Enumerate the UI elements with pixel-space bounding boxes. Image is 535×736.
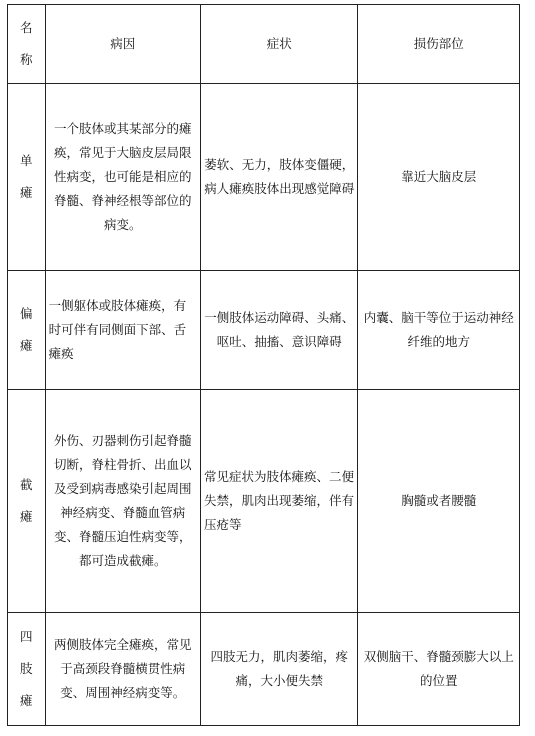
row-name: [8, 271, 46, 390]
row-symptom: 萎软、无力，肢体变僵硬，病人瘫痪肢体出现感觉障碍: [201, 84, 358, 271]
row-name: [8, 390, 46, 613]
row-cause: 两侧肢体完全瘫痪，常见于高颈段脊髓横贯性病变、周围神经病变等。: [45, 613, 200, 726]
row-name-char: 偏: [20, 306, 33, 321]
row-cause: 外伤、刃器刺伤引起脊髓切断，脊柱骨折、出血以及受到病毒感染引起周围神经病变、脊髓血管病变、脊髓压迫性病变等，都可造成截瘫。: [45, 390, 200, 613]
paralysis-table: [7, 4, 520, 726]
header-name: [8, 5, 46, 84]
row-symptom: 常见症状为肢体瘫痪、二便失禁，肌肉出现萎缩，伴有压疮等: [201, 390, 358, 613]
row-name-char: 肢: [20, 661, 33, 676]
row-name-char: 瘫: [20, 338, 33, 353]
row-location: 胸髓或者腰髓: [358, 390, 520, 613]
row-name: [8, 84, 46, 271]
header-symptom: 症状: [201, 5, 358, 84]
row-name-char: 截: [20, 477, 33, 492]
row-cause: 一侧躯体或肢体瘫痪，有时可伴有同侧面下部、舌瘫痪: [45, 271, 200, 390]
row-name-char: 单: [20, 153, 33, 168]
table-row: [8, 390, 520, 613]
row-location: 内囊、脑干等位于运动神经纤维的地方: [358, 271, 520, 390]
row-cause: 一个肢体或其某部分的瘫痪，常见于大脑皮层局限性病变，也可能是相应的脊髓、脊神经根等部位的病变。: [45, 84, 200, 271]
table-row: [8, 613, 520, 726]
header-row: [8, 5, 520, 84]
row-symptom: 一侧肢体运动障碍、头痛、呕吐、抽搐、意识障碍: [201, 271, 358, 390]
row-name-char: 四: [20, 629, 33, 644]
table-row: [8, 84, 520, 271]
row-name-char: 瘫: [20, 509, 33, 524]
row-name: [8, 613, 46, 726]
header-name-line2: 称: [20, 52, 33, 67]
header-location: 损伤部位: [358, 5, 520, 84]
row-name-char: 瘫: [20, 693, 33, 708]
table-row: [8, 271, 520, 390]
row-location: 靠近大脑皮层: [358, 84, 520, 271]
header-cause: 病因: [45, 5, 200, 84]
row-location: 双侧脑干、脊髓颈膨大以上的位置: [358, 613, 520, 726]
row-name-char: 瘫: [20, 185, 33, 200]
header-name-line1: 名: [20, 20, 33, 35]
row-symptom: 四肢无力，肌肉萎缩，疼痛，大小便失禁: [201, 613, 358, 726]
